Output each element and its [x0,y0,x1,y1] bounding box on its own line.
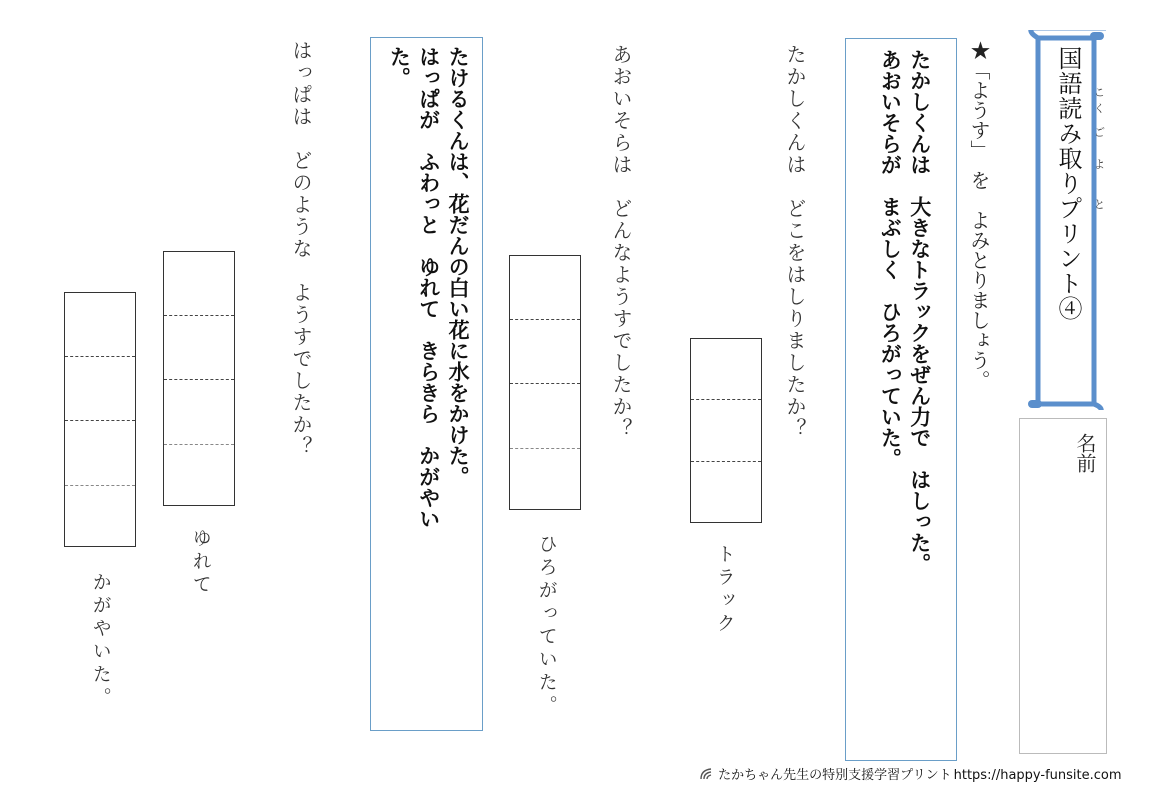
story-box-2 [370,37,483,731]
answer-box-1[interactable] [690,338,762,523]
page-title: 国語読み取りプリント④ [1054,46,1082,321]
rainbow-logo-icon [700,768,718,783]
question-3: はっぱは どのような ようすでしたか？ [289,40,313,458]
question-2: あおいそらは どんなようすでしたか？ [609,44,633,440]
answer-box-2[interactable] [509,255,581,510]
footer-credit [700,764,1122,783]
answer-option-2: ひろがっていた。 [535,534,558,718]
answer-box-divider [510,319,580,320]
name-field[interactable] [1019,418,1107,754]
answer-box-divider [164,315,234,316]
title-ruby-go: ご [1094,126,1105,139]
title-ruby-yo: よ [1094,158,1105,171]
answer-option-4: かがやいた。 [89,572,112,710]
footer-brand: たかちゃん先生の特別支援学習プリント [718,768,952,783]
answer-option-1: トラック [713,544,736,636]
answer-box-divider [510,448,580,449]
answer-box-divider [691,461,761,462]
answer-box-3[interactable] [163,251,235,506]
title-ruby-koku: こく [1094,86,1105,115]
story-text-2: たけるくんは、花だんの白い花に水をかけた。 はっぱが ふわっと ゆれて きらきら かがやい た。 [387,46,472,529]
story-text-1: たかしくんは 大きなトラックをぜん力で はしった。 あおいそらが まぶしく ひろがっていた。 [878,49,933,574]
answer-box-divider [691,399,761,400]
instruction-text: ★「ようす」 を よみとりましょう。 [967,40,991,390]
footer-url[interactable]: https://happy-funsite.com [953,768,1122,783]
question-1: たかしくんは どこをはしりましたか？ [783,44,807,440]
name-label: 名前 [1073,433,1097,473]
answer-option-3: ゆれて [189,528,212,597]
answer-box-divider [65,485,135,486]
answer-box-divider [510,383,580,384]
answer-box-divider [164,379,234,380]
story-box-1 [845,38,957,761]
answer-box-divider [65,420,135,421]
answer-box-divider [65,356,135,357]
title-ruby-to: と [1094,198,1105,211]
answer-box-4[interactable] [64,292,136,547]
title-banner [1024,30,1106,410]
answer-box-divider [164,444,234,445]
